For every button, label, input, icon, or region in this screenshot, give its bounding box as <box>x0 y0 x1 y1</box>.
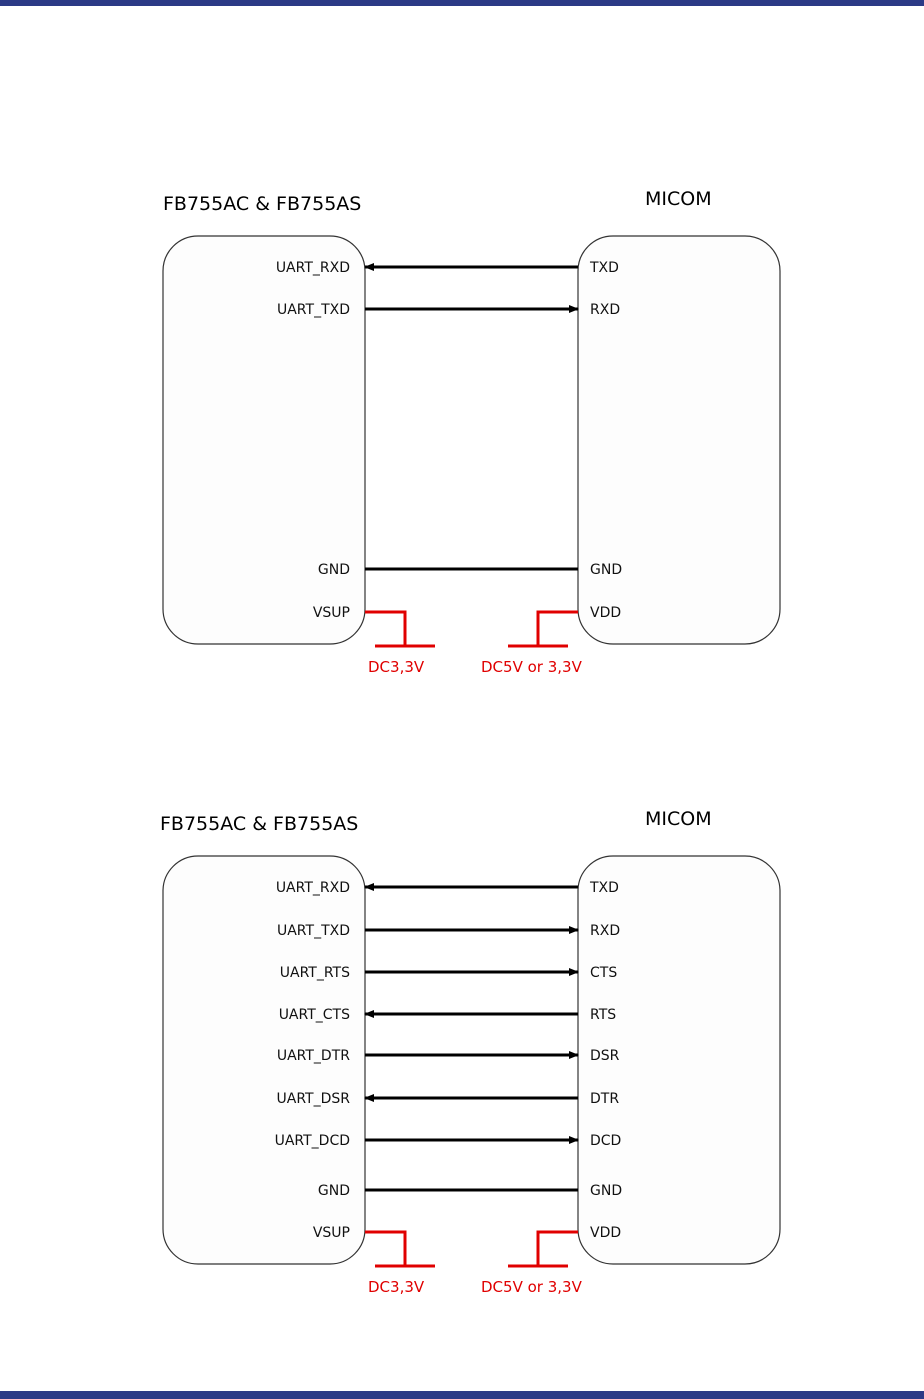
left-pin-label: UART_RXD <box>275 260 350 276</box>
left-power-pin-label: VSUP <box>312 605 350 621</box>
right-pin-label: RTS <box>590 1007 617 1023</box>
right-pin-label: RXD <box>590 923 621 939</box>
left-pin-label: UART_TXD <box>276 923 350 939</box>
left-module-title: FB755AC & FB755AS <box>160 813 359 835</box>
left-power-wire <box>365 1232 405 1266</box>
right-pin-label: GND <box>590 562 623 578</box>
right-pin-label: DSR <box>590 1048 620 1064</box>
diagram-full-uart <box>0 800 924 1320</box>
left-power-label: DC3,3V <box>368 658 425 676</box>
right-pin-label: GND <box>590 1183 623 1199</box>
left-pin-label: UART_RTS <box>279 965 350 981</box>
right-module-box <box>578 236 780 644</box>
right-module-title: MICOM <box>645 188 712 210</box>
left-module-title: FB755AC & FB755AS <box>163 193 362 215</box>
left-pin-label: UART_DCD <box>274 1133 350 1149</box>
bottom-footer-bar <box>0 1391 924 1399</box>
right-power-wire <box>538 612 578 646</box>
right-pin-label: DTR <box>590 1091 620 1107</box>
right-power-label: DC5V or 3,3V <box>481 1278 582 1296</box>
right-pin-label: CTS <box>590 965 618 981</box>
right-module-title: MICOM <box>645 808 712 830</box>
left-pin-label: GND <box>317 562 350 578</box>
top-header-bar <box>0 0 924 6</box>
left-pin-label: UART_DTR <box>276 1048 350 1064</box>
left-pin-label: UART_TXD <box>276 302 350 318</box>
right-pin-label: DCD <box>590 1133 622 1149</box>
right-power-label: DC5V or 3,3V <box>481 658 582 676</box>
right-pin-label: TXD <box>590 260 619 276</box>
right-power-wire <box>538 1232 578 1266</box>
right-pin-label: TXD <box>590 880 619 896</box>
left-power-label: DC3,3V <box>368 1278 425 1296</box>
diagram-basic-uart <box>0 180 924 700</box>
right-power-pin-label: VDD <box>590 605 622 621</box>
left-pin-label: GND <box>317 1183 350 1199</box>
right-pin-label: RXD <box>590 302 621 318</box>
left-pin-label: UART_CTS <box>278 1007 350 1023</box>
left-module-box <box>163 236 365 644</box>
left-pin-label: UART_DSR <box>276 1091 350 1107</box>
left-power-wire <box>365 612 405 646</box>
right-power-pin-label: VDD <box>590 1225 622 1241</box>
left-power-pin-label: VSUP <box>312 1225 350 1241</box>
left-pin-label: UART_RXD <box>275 880 350 896</box>
